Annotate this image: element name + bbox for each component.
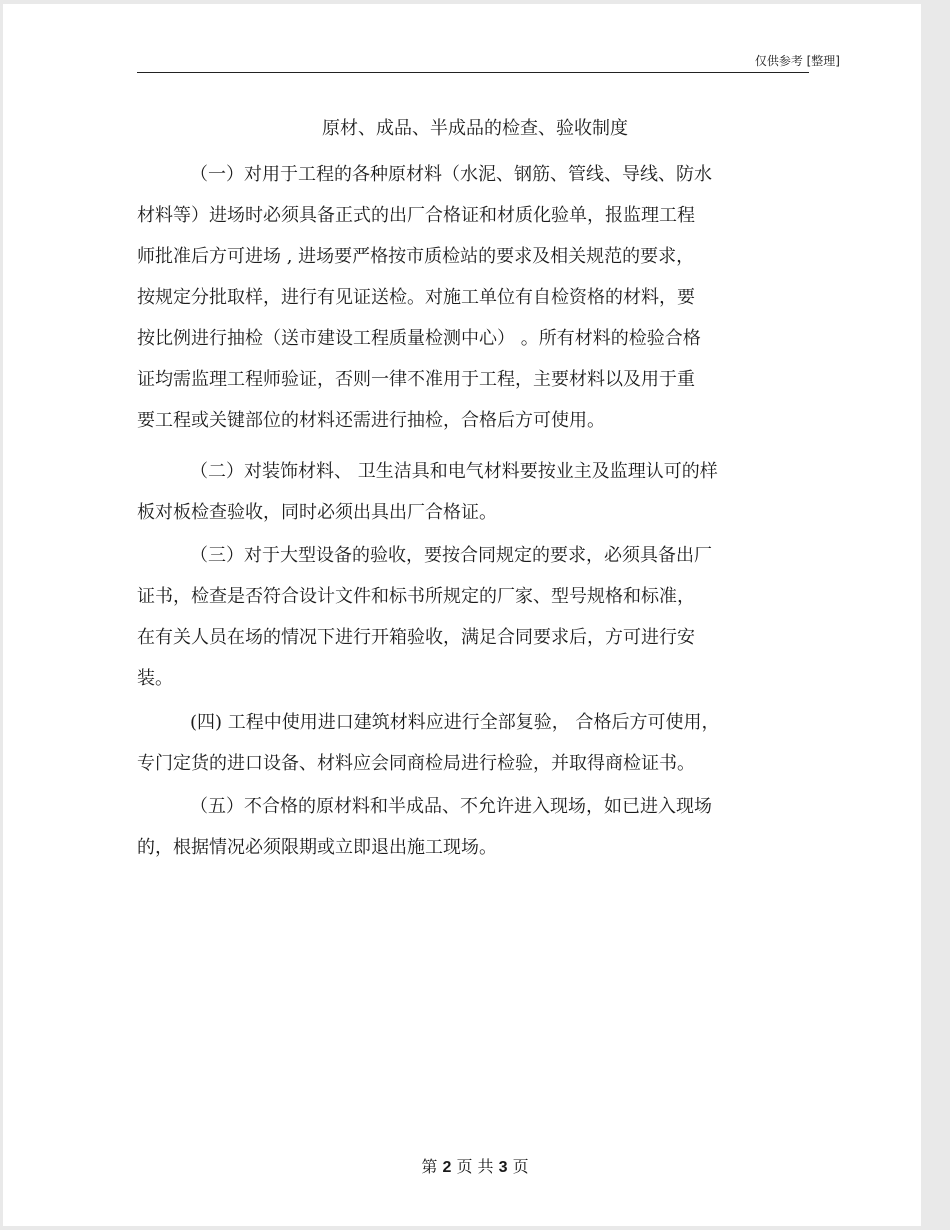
paragraph-5 [137, 786, 809, 868]
paragraph-line: 装。 [137, 668, 173, 689]
paragraph-line: （三）对于大型设备的验收，要按合同规定的要求，必须具备出厂 [190, 545, 712, 566]
footer-suffix: 页 [512, 1157, 529, 1176]
paragraph-line: (四) 工程中使用进口建筑材料应进行全部复验， 合格后方可使用， [190, 712, 720, 733]
page-footer [0, 1154, 950, 1177]
paragraph-line: 板对板检查验收，同时必须出具出厂合格证。 [137, 502, 497, 523]
paragraph-line: 在有关人员在场的情况下进行开箱验收，满足合同要求后，方可进行安 [137, 627, 695, 648]
paragraph-line: 要工程或关键部位的材料还需进行抽检，合格后方可使用。 [137, 410, 605, 431]
paragraph-1 [137, 154, 809, 441]
paragraph-line: 按规定分批取样，进行有见证送检。对施工单位有自检资格的材料，要 [137, 287, 695, 308]
footer-total-pages: 3 [498, 1159, 508, 1176]
paragraph-line: 按比例进行抽检（送市建设工程质量检测中心） 。所有材料的检验合格 [137, 328, 701, 349]
paragraph-line: （二）对装饰材料、 卫生洁具和电气材料要按业主及监理认可的样 [190, 461, 718, 482]
footer-middle: 页 共 [456, 1157, 494, 1176]
paragraph-line: 材料等）进场时必须具备正式的出厂合格证和材质化验单，报监理工程 [137, 205, 695, 226]
footer-current-page: 2 [442, 1159, 452, 1176]
paragraph-3 [137, 535, 809, 699]
paragraph-line: 专门定货的进口设备、材料应会同商检局进行检验，并取得商检证书。 [137, 753, 695, 774]
paragraph-line: （五）不合格的原材料和半成品、不允许进入现场，如已进入现场 [190, 796, 712, 817]
footer-prefix: 第 [421, 1157, 438, 1176]
paragraph-4 [137, 702, 809, 784]
document-title: 原材、成品、半成品的检查、验收制度 [322, 118, 628, 139]
paragraph-line: 证均需监理工程师验证，否则一律不准用于工程，主要材料以及用于重 [137, 369, 695, 390]
paragraph-line: （一）对用于工程的各种原材料（水泥、钢筋、管线、导线、防水 [190, 164, 712, 185]
paragraph-line: 的，根据情况必须限期或立即退出施工现场。 [137, 837, 497, 858]
paragraph-line: 证书，检查是否符合设计文件和标书所规定的厂家、型号规格和标准， [137, 586, 695, 607]
paragraph-2 [137, 451, 809, 533]
paragraph-line: 师批准后方可进场 , 进场要严格按市质检站的要求及相关规范的要求， [137, 246, 695, 267]
header-rule [137, 72, 809, 73]
header-note: 仅供参考 [整理] [754, 54, 840, 68]
